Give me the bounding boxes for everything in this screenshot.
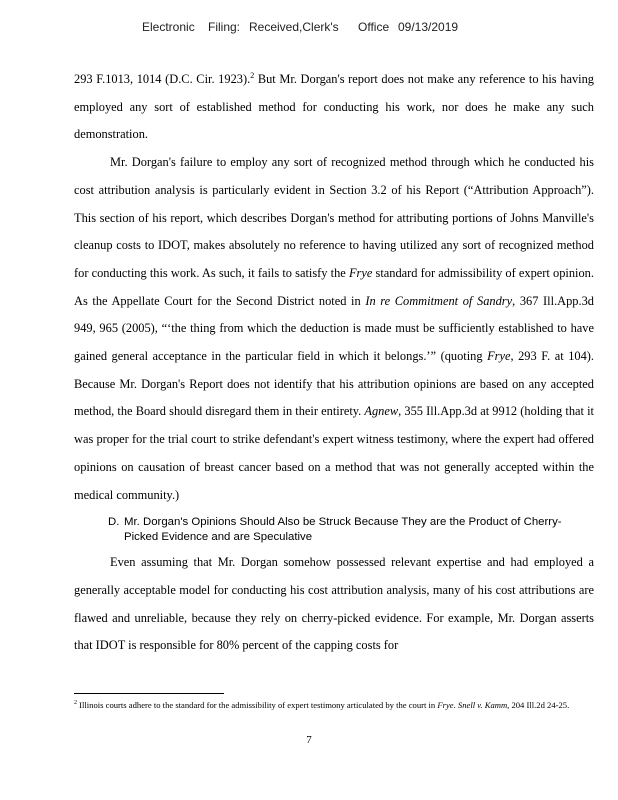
footnote-separator xyxy=(74,693,224,694)
case-frye-quote: Frye xyxy=(487,349,511,364)
heading-letter: D. xyxy=(108,516,120,529)
paragraph-2: Mr. Dorgan's failure to employ any sort of recognized method through which he conducted his cost attribution analysis is particularly evident in Section 3.2 of his Report (“Attribution Approach”). This section of his report, which describes Dorgan's method for attributing portions of Johns Manville's cleanup costs to IDOT, makes absolutely no reference to having utilized any sort of recognized method for conducting this work. As such, it fails to satisfy the Frye standard for admissibility of expert opinion. As the Appellate Court for the Second District noted in In re Commitment of Sandry, 367 Ill.App.3d 949, 965 (2005), “‘the thing from which the deduction is made must be sufficiently established to have gained general acceptance in the particular field in which it belongs.’” (quoting Frye, 293 F. at 104). Because Mr. Dorgan's Report does not identify that his attribution opinions are based on any accepted method, the Board should disregard them in their entirety. Agnew, 355 Ill.App.3d at 9912 (holding that it was proper for the trial court to strike defendant's expert witness testimony, where the expert had offered opinions on causation of breast cancer based on a method that was not generally accepted within the medical community.) xyxy=(74,155,595,502)
header-office: Office xyxy=(358,20,390,34)
header-date: 09/13/2019 xyxy=(398,20,459,34)
paragraph-3: Even assuming that Mr. Dorgan somehow possessed relevant expertise and had employed a generally acceptable model for conducting his cost attribution analysis, many of his cost attributions are flawed and unreliable, because they rely on cherry-picked evidence. For example, Mr. Dorgan asserts that IDOT is responsible for 80% percent of the capping costs for xyxy=(74,555,594,653)
footnote-ref-2: 2 xyxy=(250,70,255,80)
header-received: Received,Clerk's xyxy=(249,20,339,34)
heading-text: Mr. Dorgan's Opinions Should Also be Struck Because They are the Product of Cherry-Picked Evidence and are Speculative xyxy=(124,516,562,544)
footnote-marker: 2 xyxy=(74,700,77,707)
footnote-case-frye: Frye xyxy=(437,700,454,710)
case-sandry: In re Commitment of Sandry xyxy=(365,293,513,308)
section-heading-d xyxy=(108,515,594,545)
case-frye: Frye xyxy=(348,265,373,280)
page-number: 7 xyxy=(306,734,312,746)
body-text xyxy=(74,66,594,660)
header-filing: Filing: xyxy=(208,20,241,34)
header-electronic: Electronic xyxy=(142,20,195,34)
footnote-2: $^2$ Illinois courts adhere to the standard for the admissibility of expert testimony articulated by the court in Frye. Snell v. Kamm, 204 Ill.2d 24-25. xyxy=(74,700,570,710)
paragraph-1: 293 F.1013, 1014 (D.C. Cir. 1923).$^2$ But Mr. Dorgan's report does not make any reference to his having employed any sort of established method for conducting his work, nor does he make any such demonstration. xyxy=(74,70,594,142)
footnote-case-snell: Snell v. Kamm xyxy=(457,700,508,710)
case-agnew: Agnew xyxy=(364,404,399,419)
